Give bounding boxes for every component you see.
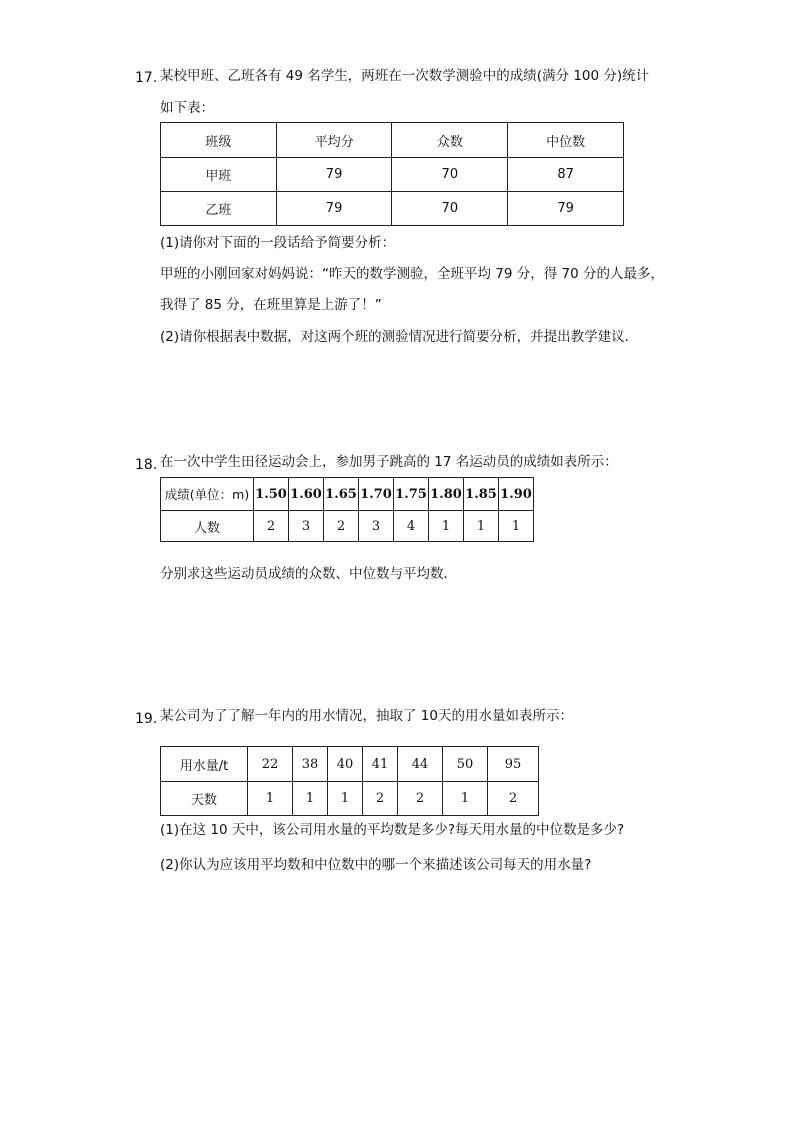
q17-header-cell: 中位数 bbox=[508, 123, 624, 158]
q18-stem: 在一次中学生田径运动会上，参加男子跳高的 17 名运动员的成绩如表所示： bbox=[160, 454, 618, 470]
q18-score-cell: 1.85 bbox=[464, 478, 499, 511]
q19-count-cell: 1 bbox=[293, 782, 328, 816]
q18-count-cell: 1 bbox=[499, 511, 534, 542]
q18-score-cell: 1.50 bbox=[254, 478, 289, 511]
q18-score-cell: 1.70 bbox=[359, 478, 394, 511]
q17-score-table bbox=[160, 122, 624, 226]
q19-count-cell: 2 bbox=[488, 782, 539, 816]
q18-count-cell: 2 bbox=[324, 511, 359, 542]
q19-value-cell: 41 bbox=[363, 747, 398, 782]
q19-value-cell: 44 bbox=[398, 747, 443, 782]
q17-stem-line1: 某校甲班、乙班各有 49 名学生，两班在一次数学测验中的成绩(满分 100 分)统计 bbox=[160, 68, 650, 84]
q18-count-cell: 2 bbox=[254, 511, 289, 542]
q18-score-table bbox=[160, 477, 534, 542]
q18-score-cell: 1.80 bbox=[429, 478, 464, 511]
q19-value-cell: 50 bbox=[443, 747, 488, 782]
q18-score-cell: 1.65 bbox=[324, 478, 359, 511]
q17-cell: 87 bbox=[508, 158, 624, 192]
q17-cell: 79 bbox=[276, 158, 392, 192]
q19-value-cell: 22 bbox=[248, 747, 293, 782]
q17-cell: 79 bbox=[276, 192, 392, 226]
q19-part1: (1)在这 10 天中，该公司用水量的平均数是多少?每天用水量的中位数是多少? bbox=[160, 822, 625, 838]
q18-question: 分别求这些运动员成绩的众数、中位数与平均数． bbox=[160, 566, 457, 582]
q17-cell: 70 bbox=[392, 192, 508, 226]
q17-part1: (1)请你对下面的一段话给予简要分析： bbox=[160, 235, 396, 251]
q18-score-cell: 1.60 bbox=[289, 478, 324, 511]
q17-part2: (2)请你根据表中数据，对这两个班的测验情况进行简要分析，并提出教学建议． bbox=[160, 329, 639, 345]
q18-count-label: 人数 bbox=[161, 511, 254, 542]
q17-cell: 70 bbox=[392, 158, 508, 192]
q19-count-cell: 1 bbox=[248, 782, 293, 816]
q18-count-cell: 1 bbox=[429, 511, 464, 542]
q17-cell: 甲班 bbox=[161, 158, 277, 192]
q17-quote-line1: 甲班的小刚回家对妈妈说：“昨天的数学测验，全班平均 79 分，得 70 分的人最多， bbox=[160, 266, 665, 282]
q19-number: 19. bbox=[135, 711, 158, 727]
q18-count-cell: 1 bbox=[464, 511, 499, 542]
q17-number: 17. bbox=[135, 70, 158, 86]
q18-count-cell: 3 bbox=[359, 511, 394, 542]
q17-header-cell: 班级 bbox=[161, 123, 277, 158]
q19-count-label: 天数 bbox=[161, 782, 248, 816]
q19-value-cell: 38 bbox=[293, 747, 328, 782]
q18-count-cell: 4 bbox=[394, 511, 429, 542]
q19-value-cell: 95 bbox=[488, 747, 539, 782]
q17-header-cell: 众数 bbox=[392, 123, 508, 158]
q17-quote-line2: 我得了 85 分，在班里算是上游了！” bbox=[160, 297, 382, 313]
q17-header-cell: 平均分 bbox=[276, 123, 392, 158]
q18-number: 18. bbox=[135, 457, 158, 473]
q17-cell: 79 bbox=[508, 192, 624, 226]
q19-stem: 某公司为了了解一年内的用水情况，抽取了 10天的用水量如表所示： bbox=[160, 708, 573, 724]
q18-score-label: 成绩(单位：m) bbox=[161, 478, 254, 511]
q19-value-cell: 40 bbox=[328, 747, 363, 782]
q19-count-cell: 1 bbox=[328, 782, 363, 816]
q18-score-cell: 1.90 bbox=[499, 478, 534, 511]
q17-cell: 乙班 bbox=[161, 192, 277, 226]
q18-score-cell: 1.75 bbox=[394, 478, 429, 511]
q19-water-table bbox=[160, 746, 539, 816]
q19-count-cell: 2 bbox=[363, 782, 398, 816]
q17-stem-line2: 如下表： bbox=[160, 100, 214, 116]
q19-value-label: 用水量/t bbox=[161, 747, 248, 782]
q19-count-cell: 1 bbox=[443, 782, 488, 816]
q18-count-cell: 3 bbox=[289, 511, 324, 542]
q19-part2: (2)你认为应该用平均数和中位数中的哪一个来描述该公司每天的用水量? bbox=[160, 857, 592, 873]
q19-count-cell: 2 bbox=[398, 782, 443, 816]
